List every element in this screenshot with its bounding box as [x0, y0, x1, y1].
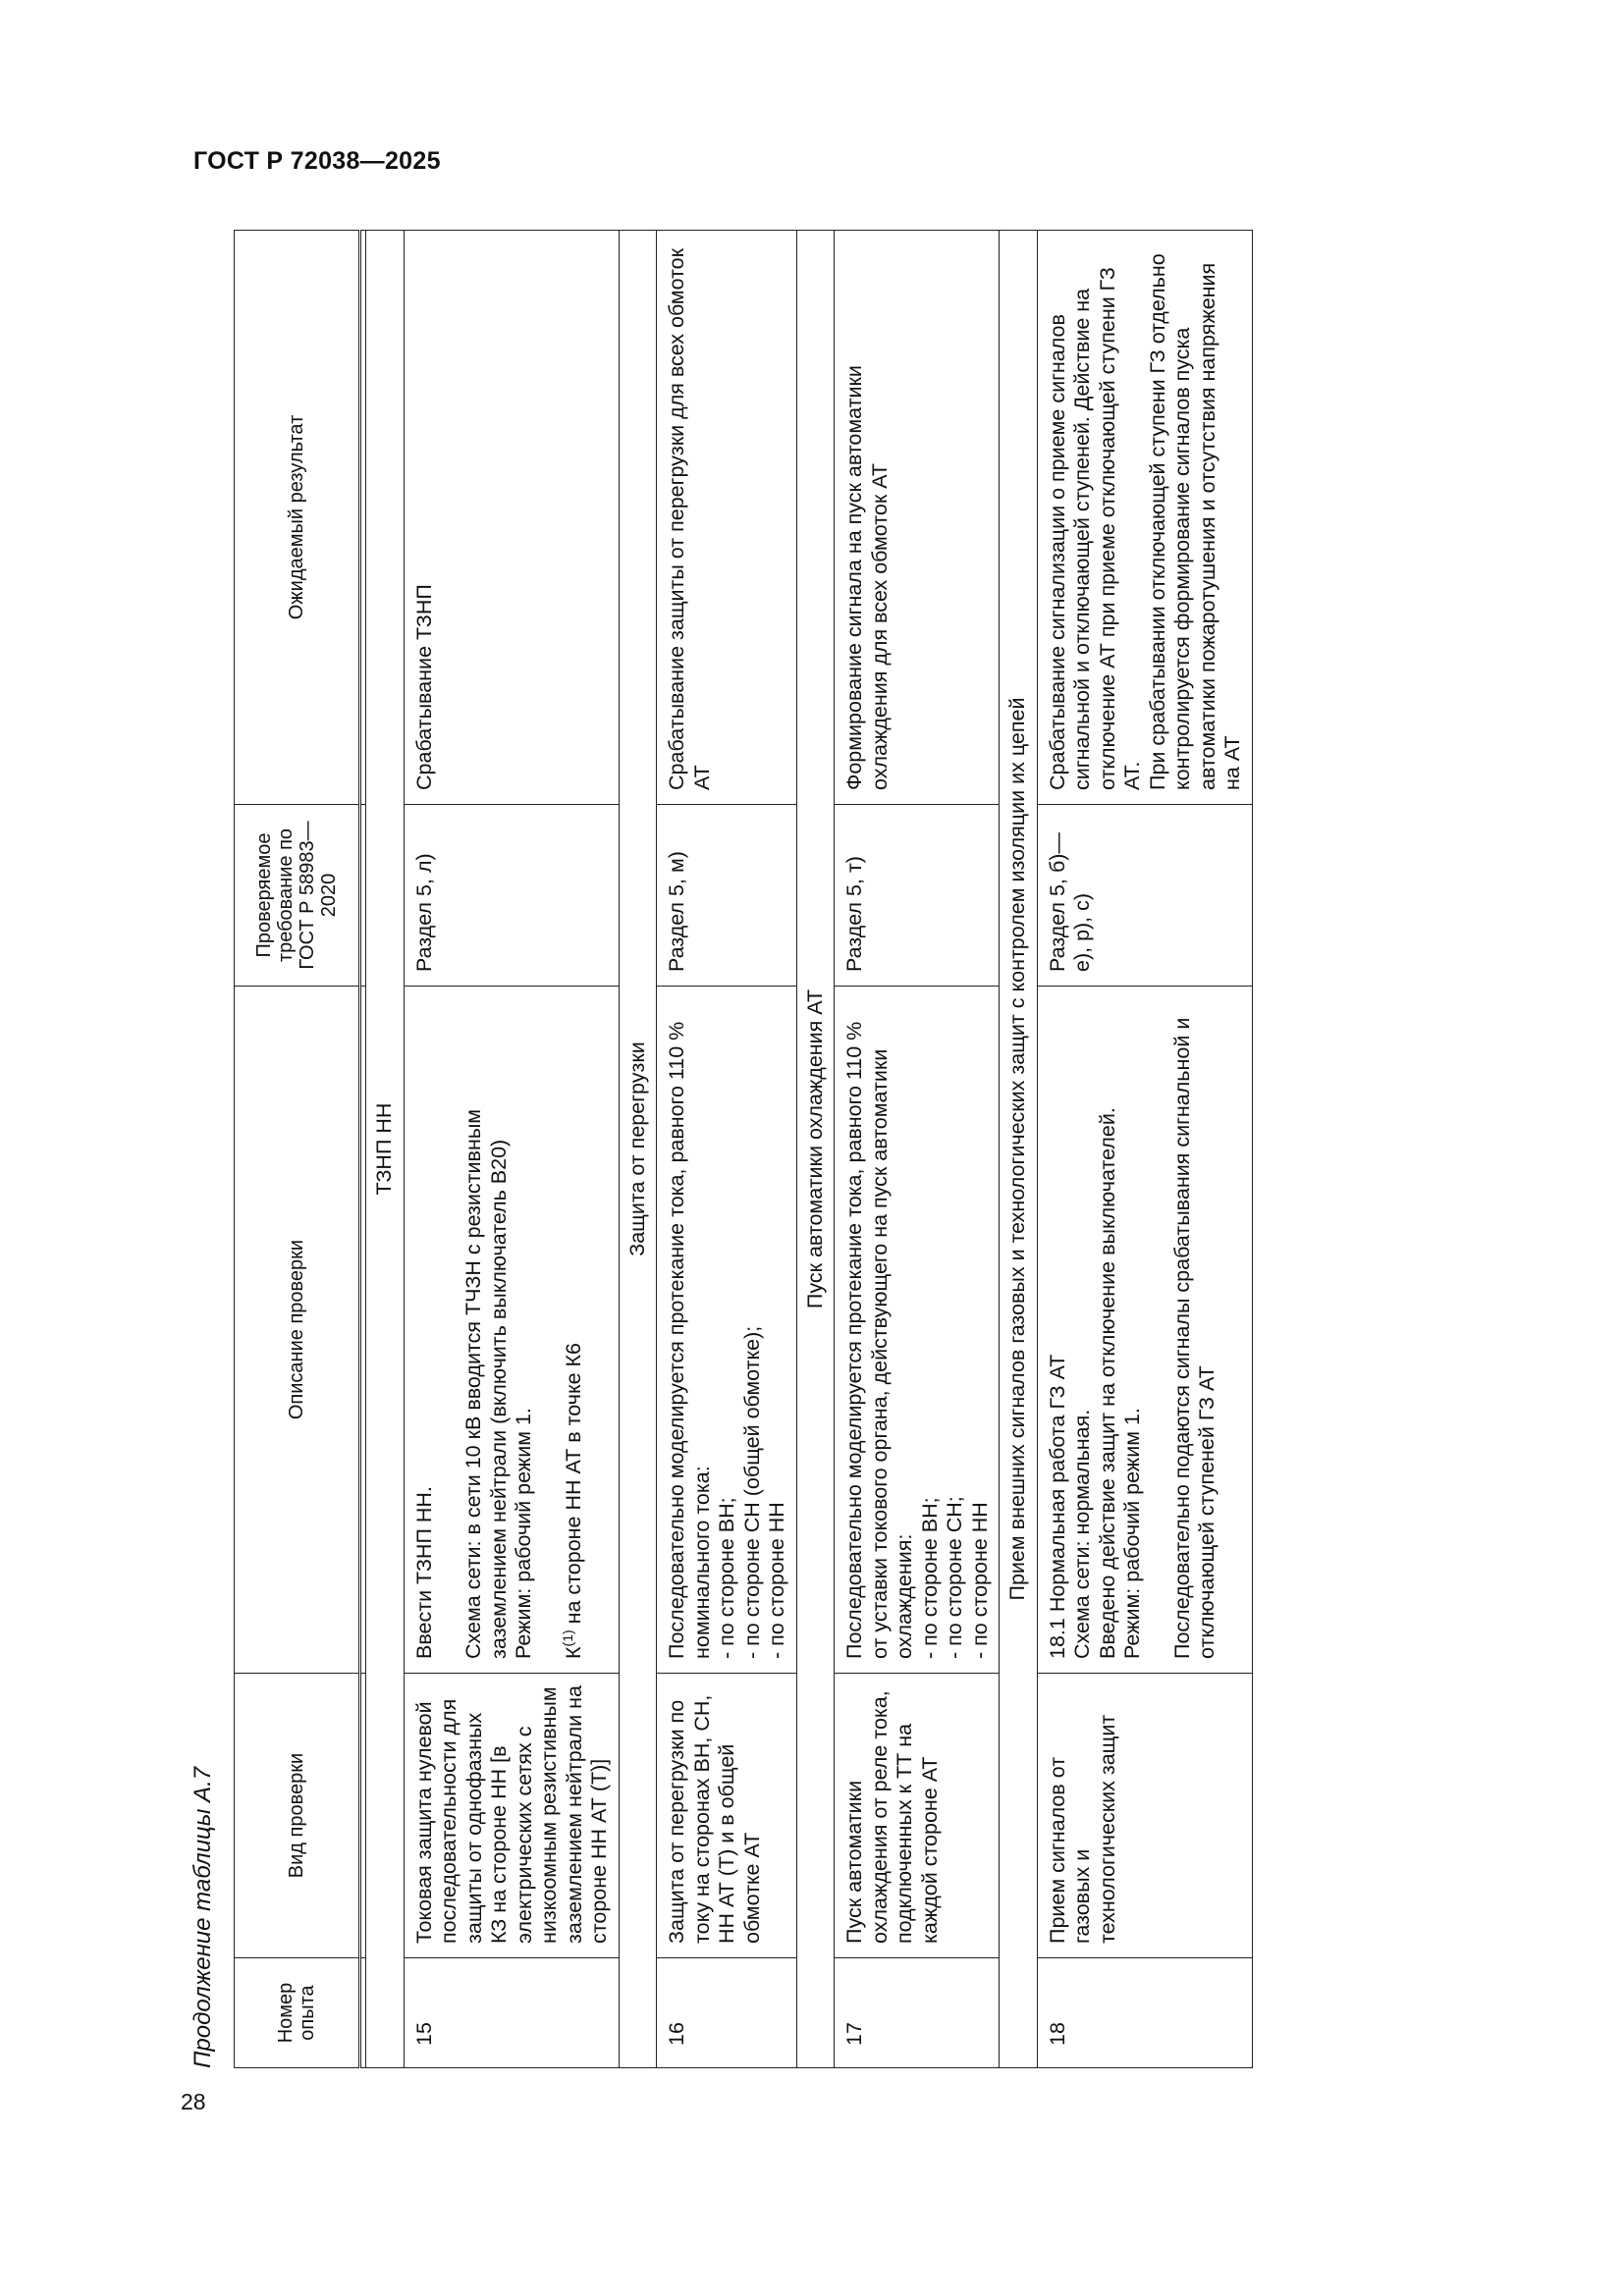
row-description: [1037, 987, 1252, 1674]
section-row: [1000, 231, 1038, 2068]
desc-intro: Последовательно моделируется протекание тока, равного 110 % номинального тока:: [665, 1021, 714, 1659]
row-result: Срабатывание защиты от перегрузки для всех обмоток АТ: [657, 231, 797, 805]
row-result: Срабатывание ТЗНП: [404, 231, 619, 805]
desc-line: [559, 996, 587, 1659]
desc-list: [715, 996, 790, 1659]
result-paragraph: При срабатывании отключающей ступени ГЗ отдельно контролируется формирование сигналов пуска автоматики пожаротушения и отсутствия напряжения на АТ: [1145, 253, 1244, 790]
desc-line: Режим: рабочий режим 1.: [1120, 1408, 1144, 1659]
row-kind: Токовая защита нулевой последовательности для защиты от однофазных КЗ на стороне НН [в электрических сетях с низкоомным резистивным заземлением нейтрали на стороне НН АТ (Т)]: [404, 1674, 619, 1958]
desc-fault-superscript: (1): [559, 1629, 575, 1647]
desc-line: Схема сети: нормальная.: [1070, 1409, 1094, 1659]
col-header-result: Ожидаемый результат: [235, 231, 360, 805]
row-number: 18: [1037, 1958, 1252, 2068]
row-description: [835, 987, 1000, 1674]
page-number: 28: [181, 2089, 206, 2114]
row-result: Формирование сигнала на пуск автоматики охлаждения для всех обмоток АТ: [835, 231, 1000, 805]
desc-intro: Последовательно моделируется протекание тока, равного 110 % от уставки токового органа, действующего на пуск автоматики охлаждения:: [842, 1021, 916, 1659]
row-number: 15: [404, 1958, 619, 2068]
section-title: Прием внешних сигналов газовых и технологических защит с контролем изоляции их цепей: [1000, 231, 1038, 2068]
list-item: - по стороне СН;: [943, 996, 968, 1659]
row-description: [404, 987, 619, 1674]
desc-line: Схема сети: в сети 10 кВ вводится ТЧЗН с резистивным заземлением нейтрали (включить выключатель В20): [461, 1108, 511, 1659]
desc-fault-symbol: К: [561, 1646, 585, 1659]
row-kind: Пуск автоматики охлаждения от реле тока, подключенных к ТТ на каждой стороне АТ: [835, 1674, 1000, 1958]
desc-line: Последовательно подаются сигналы срабатывания сигнальной и отключающей ступеней ГЗ АТ: [1169, 1017, 1218, 1659]
list-item: - по стороне НН: [968, 996, 994, 1659]
section-title: ТЗНП НН: [366, 231, 405, 2068]
table-row: [835, 231, 1000, 2068]
section-row: [366, 231, 405, 2068]
col-header-desc: Описание проверки: [235, 987, 360, 1674]
list-item: - по стороне НН: [765, 996, 790, 1659]
rotated-table-page: [183, 231, 1453, 2068]
row-requirement: Раздел 5, т): [835, 805, 1000, 987]
row-requirement: Раздел 5, м): [657, 805, 797, 987]
section-row: [796, 231, 835, 2068]
row-kind: Защита от перегрузки по току на сторонах ВН, СН, НН АТ (Т) и в общей обмотке АТ: [657, 1674, 797, 1958]
desc-line: Ввести ТЗНП НН.: [411, 1486, 436, 1659]
section-row: [619, 231, 657, 2068]
row-result: [1037, 231, 1252, 805]
row-kind: Прием сигналов от газовых и технологических защит: [1037, 1674, 1252, 1958]
col-header-kind: Вид проверки: [235, 1674, 360, 1958]
list-item: - по стороне СН (общей обмотке);: [740, 996, 766, 1659]
row-number: 16: [657, 1958, 797, 2068]
row-requirement: Раздел 5, л): [404, 805, 619, 987]
table-row: [404, 231, 619, 2068]
table-row: [657, 231, 797, 2068]
section-title: Пуск автоматики охлаждения АТ: [796, 231, 835, 2068]
table-row: [1037, 231, 1252, 2068]
row-description: [657, 987, 797, 1674]
desc-line: Режим: рабочий режим 1.: [512, 1408, 535, 1659]
row-number: 17: [835, 1958, 1000, 2068]
col-header-req: Проверяемое требование по ГОСТ Р 58983—2020: [235, 805, 360, 987]
list-item: - по стороне ВН;: [918, 996, 944, 1659]
table-caption: Продолжение таблицы А.7: [189, 1766, 216, 2068]
list-item: - по стороне ВН;: [715, 996, 740, 1659]
result-paragraph: Срабатывание сигнализации о приеме сигналов сигнальной и отключающей ступеней. Действие на отключение АТ при приеме отключающей ступени ГЗ АТ.: [1045, 267, 1144, 790]
desc-line: Введено действие защит на отключение выключателей.: [1095, 1107, 1119, 1659]
row-requirement: Раздел 5, б)—е), р), с): [1037, 805, 1252, 987]
table-header-row: [235, 231, 360, 2068]
desc-list: [918, 996, 994, 1659]
section-title: Защита от перегрузки: [619, 231, 657, 2068]
desc-line: 18.1 Нормальная работа ГЗ АТ: [1045, 1354, 1069, 1659]
desc-fault-location: на стороне НН АТ в точке К6: [561, 1342, 585, 1630]
test-table: [234, 230, 1253, 2068]
col-header-num: Номер опыта: [235, 1958, 360, 2068]
document-header-title: ГОСТ Р 72038—2025: [193, 147, 441, 175]
